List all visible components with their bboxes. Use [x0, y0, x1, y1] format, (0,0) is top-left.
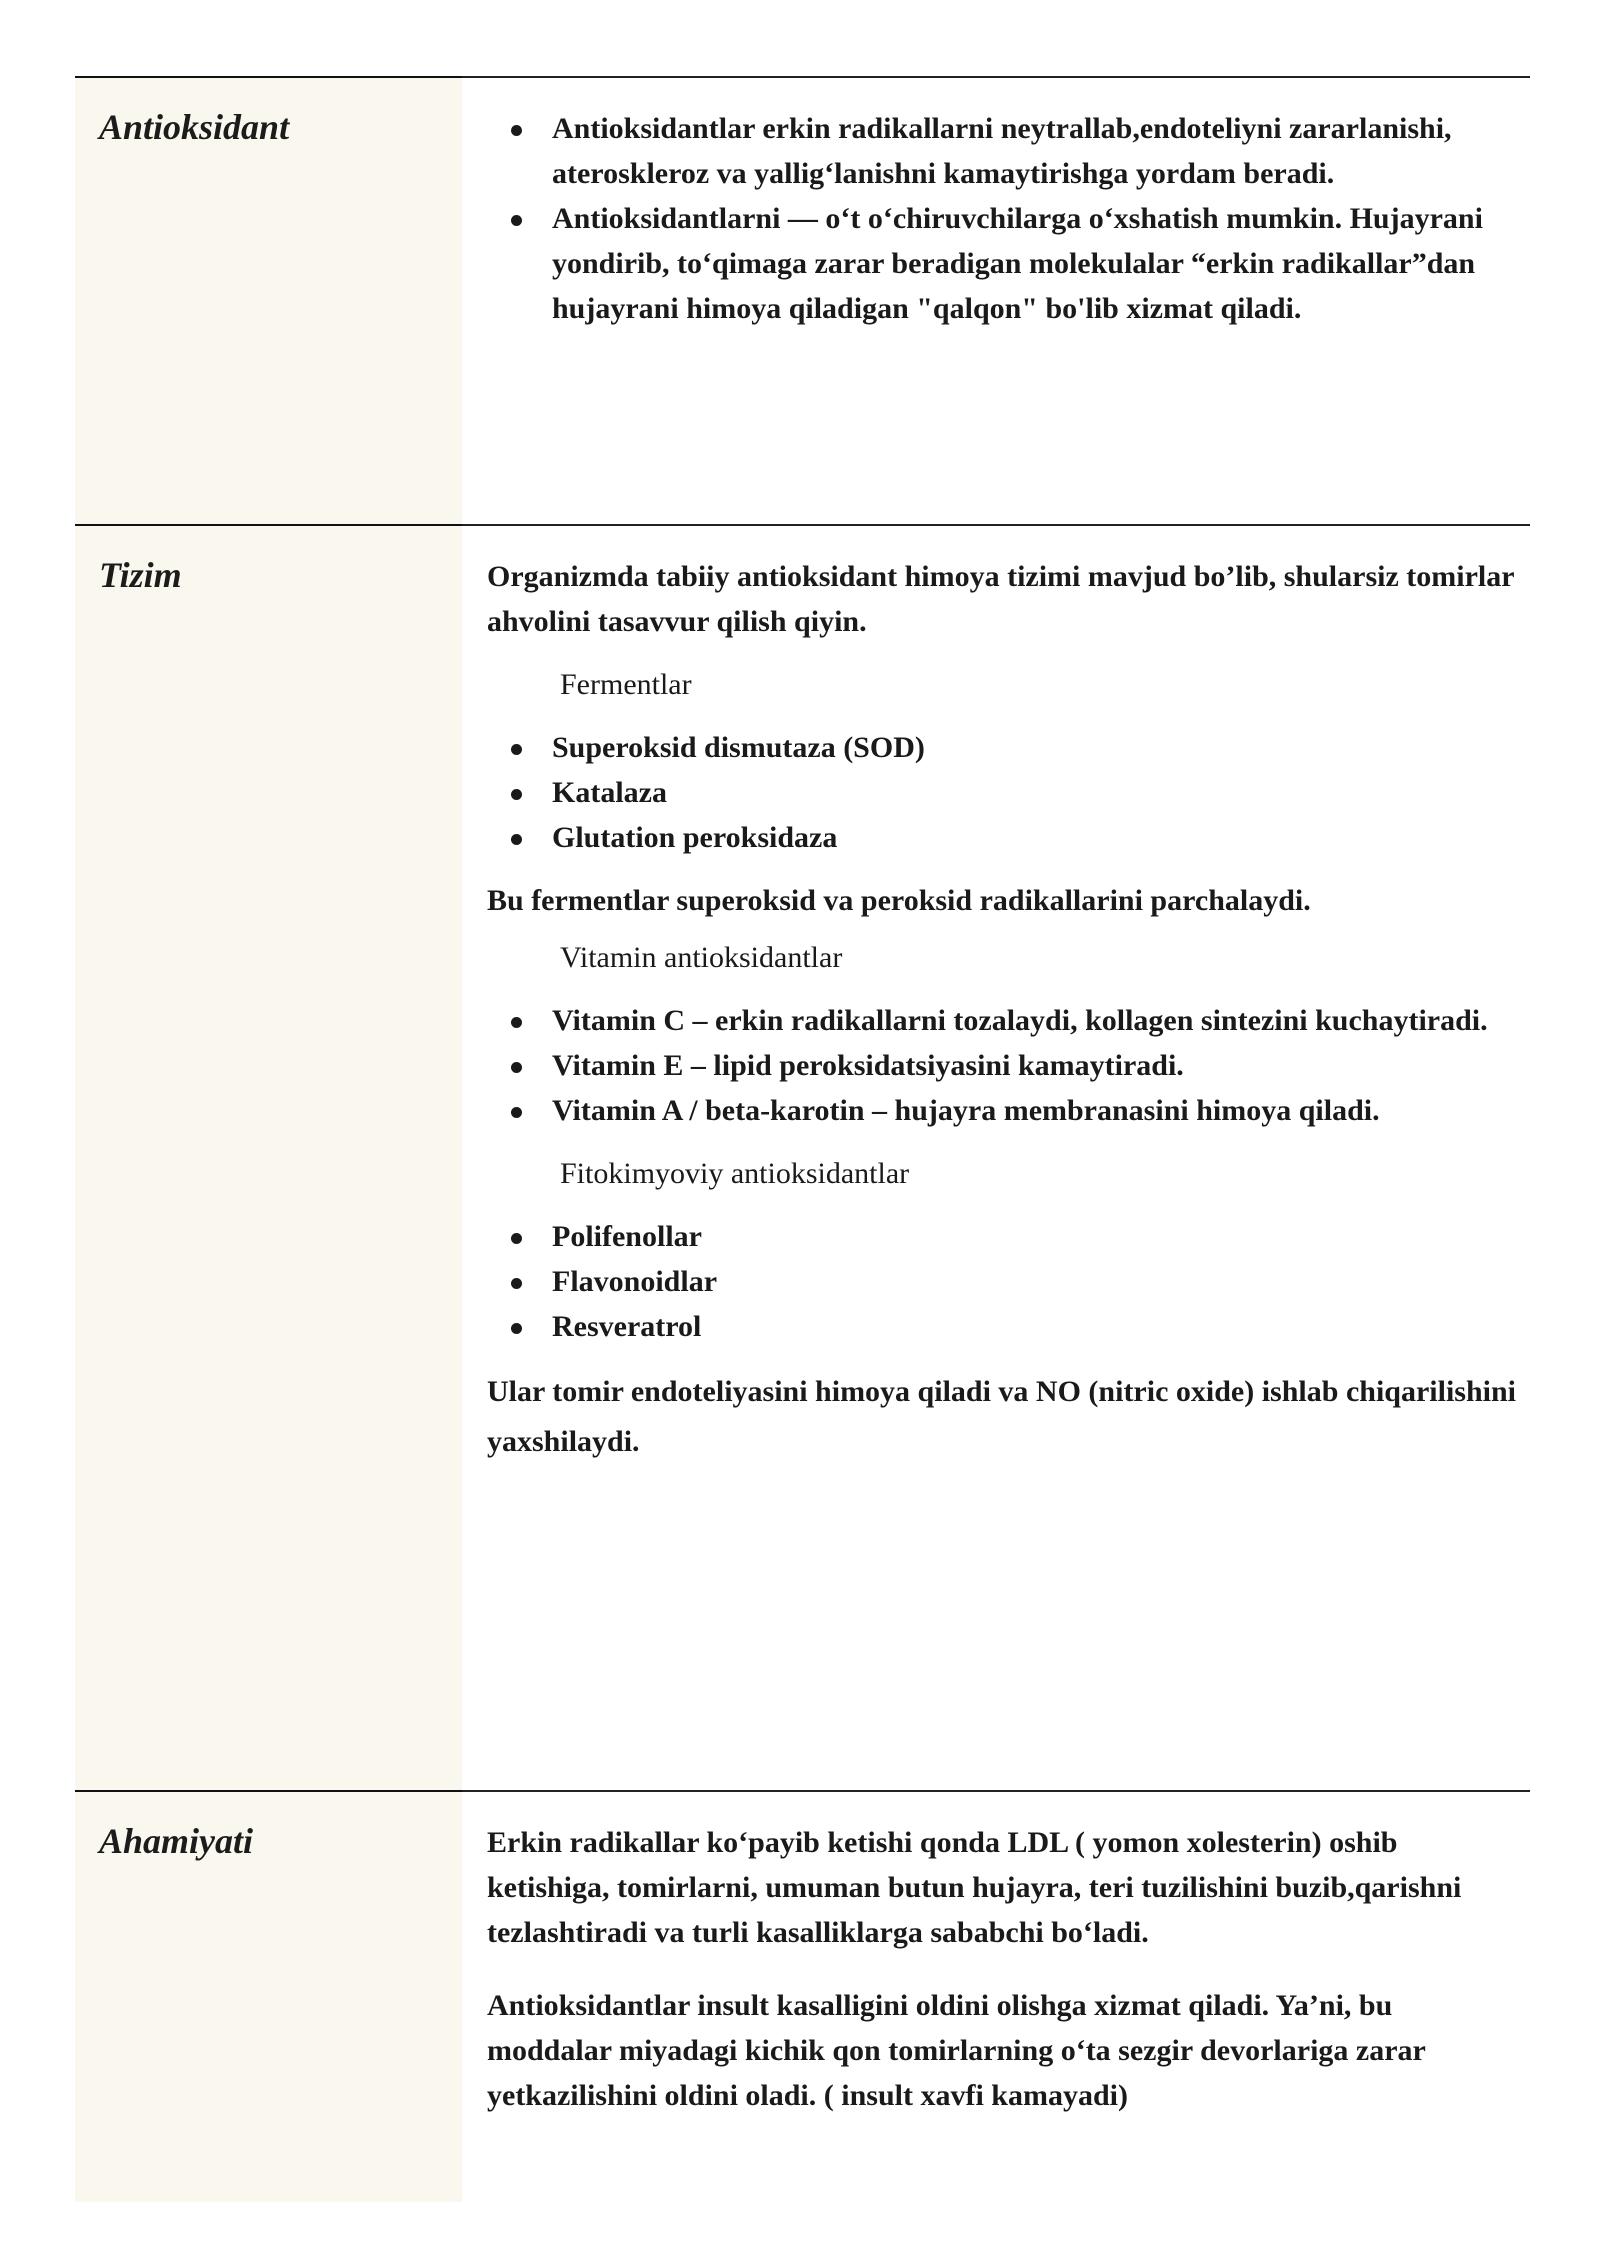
section-label: Tizim	[99, 555, 182, 595]
section-ahamiyati	[75, 1790, 1530, 2202]
paragraph: Erkin radikallar ko‘payib ketishi qonda LDL ( yomon xolesterin) oshib ketishiga, tomirlarni, umuman butun hujayra, teri tuzilishini buzib,qarishni tezlashtiradi va turli kasalliklarga sababchi bo‘ladi.	[487, 1826, 1462, 1949]
bullet-list	[487, 106, 1517, 331]
bullet-list	[487, 725, 1517, 860]
label-column	[75, 1792, 462, 2202]
group-heading: Fitokimyoviy antioksidantlar	[560, 1157, 910, 1190]
content-column	[487, 554, 1517, 1467]
label-column	[75, 526, 462, 1792]
list-item: Flavonoidlar	[487, 1259, 1517, 1304]
group-heading: Vitamin antioksidantlar	[560, 941, 843, 974]
bullet-list	[487, 998, 1517, 1133]
bullet-list	[487, 1214, 1517, 1349]
list-item: Superoksid dismutaza (SOD)	[487, 725, 1517, 770]
intro-paragraph: Organizmda tabiiy antioksidant himoya tizimi mavjud bo’lib, shularsiz tomirlar ahvolini tasavvur qilish qiyin.	[487, 560, 1515, 638]
list-item: Glutation peroksidaza	[487, 815, 1517, 860]
section-antioksidant	[75, 76, 1530, 526]
list-item: Resveratrol	[487, 1304, 1517, 1349]
list-item: Vitamin E – lipid peroksidatsiyasini kamaytiradi.	[487, 1043, 1517, 1088]
group-note: Bu fermentlar superoksid va peroksid radikallarini parchalaydi.	[487, 884, 1311, 917]
list-item: Katalaza	[487, 770, 1517, 815]
group-heading: Fermentlar	[560, 668, 692, 701]
content-column	[487, 1820, 1517, 2118]
content-column	[487, 106, 1517, 331]
list-item: Polifenollar	[487, 1214, 1517, 1259]
label-column	[75, 78, 462, 526]
list-item: Antioksidantlarni — o‘t o‘chiruvchilarga o‘xshatish mumkin. Hujayrani yondirib, to‘qimaga zarar beradigan molekulalar “erkin radikallar”dan hujayrani himoya qiladigan "qalqon" bo'lib xizmat qiladi.	[487, 196, 1517, 331]
paragraph: Antioksidantlar insult kasalligini oldini olishga xizmat qiladi. Ya’ni, bu moddalar miyadagi kichik qon tomirlarning o‘ta sezgir devorlariga zarar yetkazilishini oldini oladi. ( insult xavfi kamayadi)	[487, 1989, 1426, 2112]
list-item: Vitamin A / beta-karotin – hujayra membranasini himoya qiladi.	[487, 1088, 1517, 1133]
section-label: Antioksidant	[99, 107, 290, 147]
list-item: Vitamin C – erkin radikallarni tozalaydi, kollagen sintezini kuchaytiradi.	[487, 998, 1517, 1043]
section-label: Ahamiyati	[99, 1821, 254, 1861]
list-item: Antioksidantlar erkin radikallarni neytrallab,endoteliyni zararlanishi, ateroskleroz va yallig‘lanishni kamaytirishga yordam beradi.	[487, 106, 1517, 196]
section-tizim	[75, 524, 1530, 1792]
group-note: Ular tomir endoteliyasini himoya qiladi va NO (nitric oxide) ishlab chiqarilishini yaxshilaydi.	[487, 1375, 1516, 1458]
